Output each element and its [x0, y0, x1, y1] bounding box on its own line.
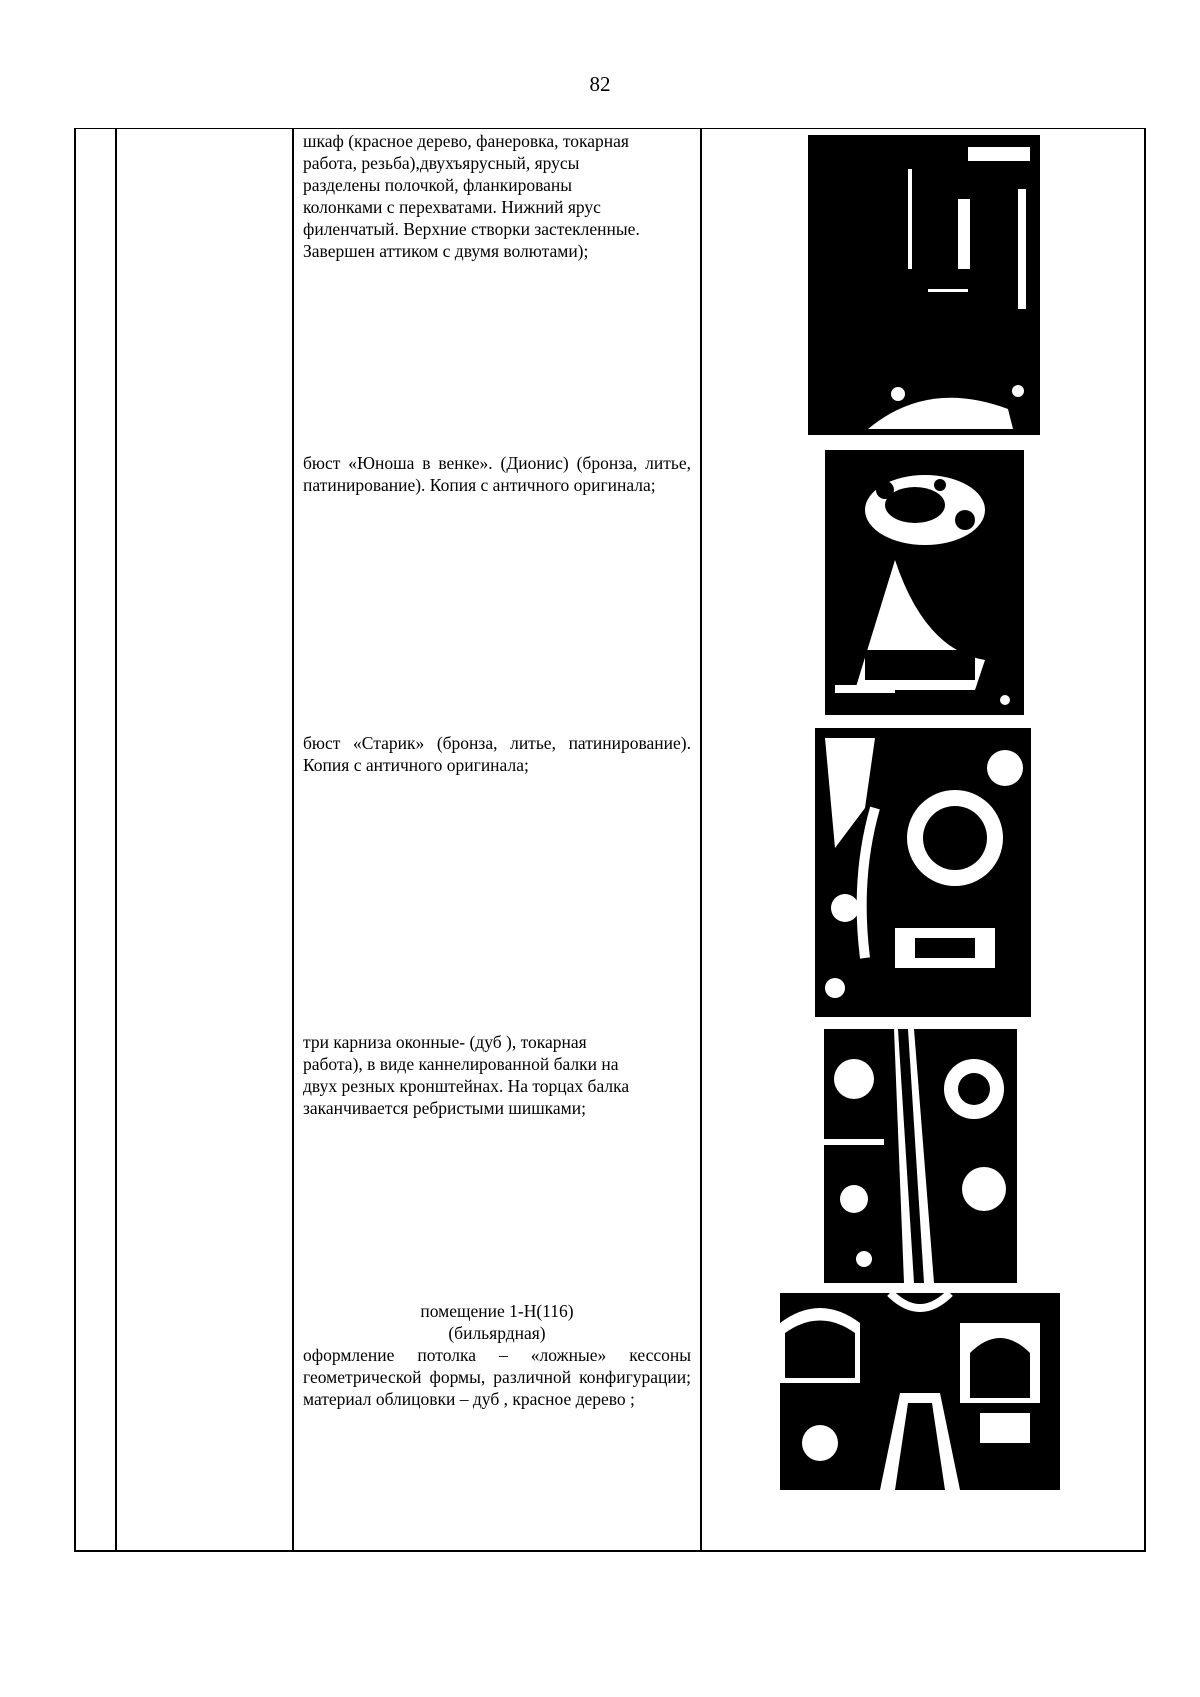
entry-line: филенчатый. Верхние створки застекленные. — [303, 219, 640, 239]
cabinet-photo — [808, 129, 1040, 435]
entry-line: работа, резьба),двухъярусный, ярусы — [303, 153, 580, 173]
column-divider — [700, 128, 702, 1552]
column-divider — [74, 128, 76, 1552]
entry-line: шкаф (красное дерево, фанеровка, токарная — [303, 131, 629, 151]
entry-text: бюст «Юноша в венке». (Дионис) (бронза, литье, патинирование). Копия с античного оригинала; — [303, 453, 691, 495]
entry-line: работа), в виде каннелированной балки на — [303, 1054, 619, 1074]
entry-billiard-room — [303, 1300, 691, 1410]
ceiling-photo — [780, 1293, 1060, 1490]
page-number: 82 — [589, 72, 611, 96]
entry-line: двух резных кронштейнах. На торцах балка — [303, 1076, 630, 1096]
cornice-photo — [824, 1029, 1017, 1283]
column-divider — [292, 128, 294, 1552]
bust-old-man-photo — [815, 728, 1031, 1017]
entry-line: три карниза оконные- (дуб ), токарная — [303, 1032, 587, 1052]
entry-cabinet — [303, 130, 691, 262]
entry-cornice — [303, 1031, 691, 1119]
entry-bust-youth — [303, 452, 691, 496]
entry-line: разделены полочкой, фланкированы — [303, 175, 573, 195]
column-divider — [1144, 128, 1146, 1552]
entry-line: колонками с перехватами. Нижний ярус — [303, 197, 601, 217]
table-bottom-border — [74, 1550, 1146, 1552]
entry-bust-old-man — [303, 732, 691, 776]
entry-line: Завершен аттиком с двумя волютами); — [303, 241, 589, 261]
bust-youth-photo — [825, 450, 1024, 715]
entry-line: заканчивается ребристыми шишками; — [303, 1098, 586, 1118]
room-subheading: (бильярдная) — [448, 1323, 546, 1343]
entry-text: бюст «Старик» (бронза, литье, патинирование). Копия с античного оригинала; — [303, 733, 691, 775]
entry-text: оформление потолка – «ложные» кессоны геометрической формы, различной конфигурации; материал облицовки – дуб , красное дерево ; — [303, 1345, 691, 1409]
room-heading: помещение 1-Н(116) — [420, 1301, 574, 1321]
column-divider — [115, 128, 117, 1552]
